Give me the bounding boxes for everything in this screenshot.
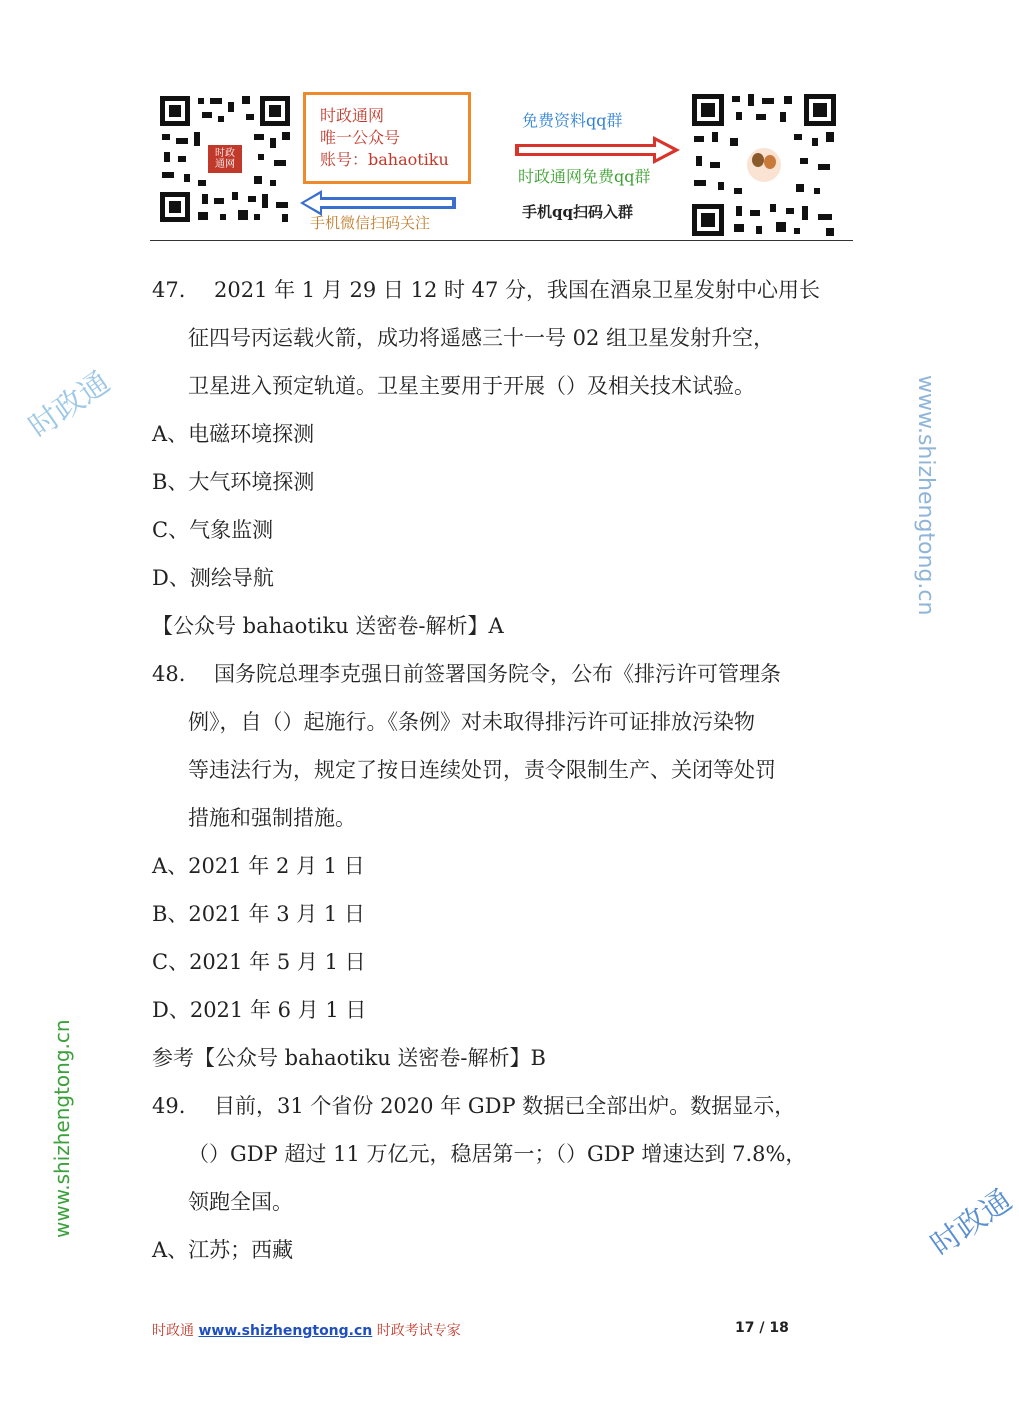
option-c: C、气象监测 bbox=[152, 518, 274, 542]
arrow-right-icon bbox=[515, 136, 680, 164]
watermark-url: www.shizhengtong.cn bbox=[50, 1019, 74, 1238]
qq-scan-text: 手机qq扫码入群 bbox=[522, 203, 633, 221]
question-text: 目前，31 个省份 2020 年 GDP 数据已全部出炉。数据显示， bbox=[214, 1094, 796, 1118]
scan-follow-text: 手机微信扫码关注 bbox=[310, 214, 431, 232]
wechat-qr-code bbox=[158, 94, 292, 224]
option-d: D、2021 年 6 月 1 日 bbox=[152, 998, 367, 1022]
question-text: 国务院总理李克强日前签署国务院令，公布《排污许可管理条 bbox=[214, 662, 781, 686]
watermark-brand: 时政通 bbox=[924, 1182, 1019, 1264]
question-48-line-2: 例》，自（）起施行。《条例》对未取得排污许可证排放污染物 bbox=[188, 710, 755, 734]
watermark-brand: 时政通 bbox=[22, 364, 117, 446]
page-footer bbox=[152, 1320, 461, 1340]
info-box-line-3: 账号：bahaotiku bbox=[320, 150, 449, 169]
option-a: A、2021 年 2 月 1 日 bbox=[152, 854, 365, 878]
question-number: 47. bbox=[152, 278, 186, 302]
answer-48: 参考【公众号 bahaotiku 送密卷-解析】B bbox=[152, 1046, 546, 1070]
footer-tagline: 时政考试专家 bbox=[376, 1323, 461, 1339]
question-48-line-3: 等违法行为，规定了按日连续处罚，责令限制生产、关闭等处罚 bbox=[188, 758, 776, 782]
header-divider bbox=[150, 240, 853, 241]
watermark-url: www.shizhengtong.cn bbox=[913, 375, 938, 616]
qq-avatar-icon bbox=[744, 145, 784, 185]
option-c: C、2021 年 5 月 1 日 bbox=[152, 950, 366, 974]
option-d: D、测绘导航 bbox=[152, 566, 274, 590]
qq-group-text: 时政通网免费qq群 bbox=[518, 167, 651, 186]
question-number: 49. bbox=[152, 1094, 186, 1118]
option-b: B、大气环境探测 bbox=[152, 470, 315, 494]
page-number: 17 / 18 bbox=[735, 1320, 789, 1336]
info-box bbox=[303, 92, 471, 184]
option-b: B、2021 年 3 月 1 日 bbox=[152, 902, 365, 926]
footer-url-link[interactable]: www.shizhengtong.cn bbox=[198, 1323, 373, 1339]
info-box-line-1: 时政通网 bbox=[320, 106, 385, 125]
answer-47: 【公众号 bahaotiku 送密卷-解析】A bbox=[152, 614, 504, 638]
qq-group-qr-code bbox=[690, 92, 838, 238]
question-47-line-3: 卫星进入预定轨道。卫星主要用于开展（）及相关技术试验。 bbox=[188, 374, 755, 398]
question-text: 2021 年 1 月 29 日 12 时 47 分，我国在酒泉卫星发射中心用长 bbox=[214, 278, 821, 302]
question-47-line-1 bbox=[152, 276, 820, 304]
option-a: A、江苏；西藏 bbox=[152, 1238, 294, 1262]
question-49-line-2: （）GDP 超过 11 万亿元，稳居第一；（）GDP 增速达到 7.8%， bbox=[188, 1142, 807, 1166]
option-a: A、电磁环境探测 bbox=[152, 422, 315, 446]
question-49-line-3: 领跑全国。 bbox=[188, 1190, 293, 1214]
question-48-line-4: 措施和强制措施。 bbox=[188, 806, 356, 830]
info-box-line-2: 唯一公众号 bbox=[320, 128, 401, 147]
question-47-line-2: 征四号丙运载火箭，成功将遥感三十一号 02 组卫星发射升空， bbox=[188, 326, 775, 350]
qr-badge: 时政通网 bbox=[206, 143, 244, 175]
question-49-line-1 bbox=[152, 1092, 795, 1120]
free-resources-title: 免费资料qq群 bbox=[522, 111, 623, 130]
question-48-line-1 bbox=[152, 660, 781, 688]
question-number: 48. bbox=[152, 662, 186, 686]
footer-brand: 时政通 bbox=[152, 1323, 194, 1339]
